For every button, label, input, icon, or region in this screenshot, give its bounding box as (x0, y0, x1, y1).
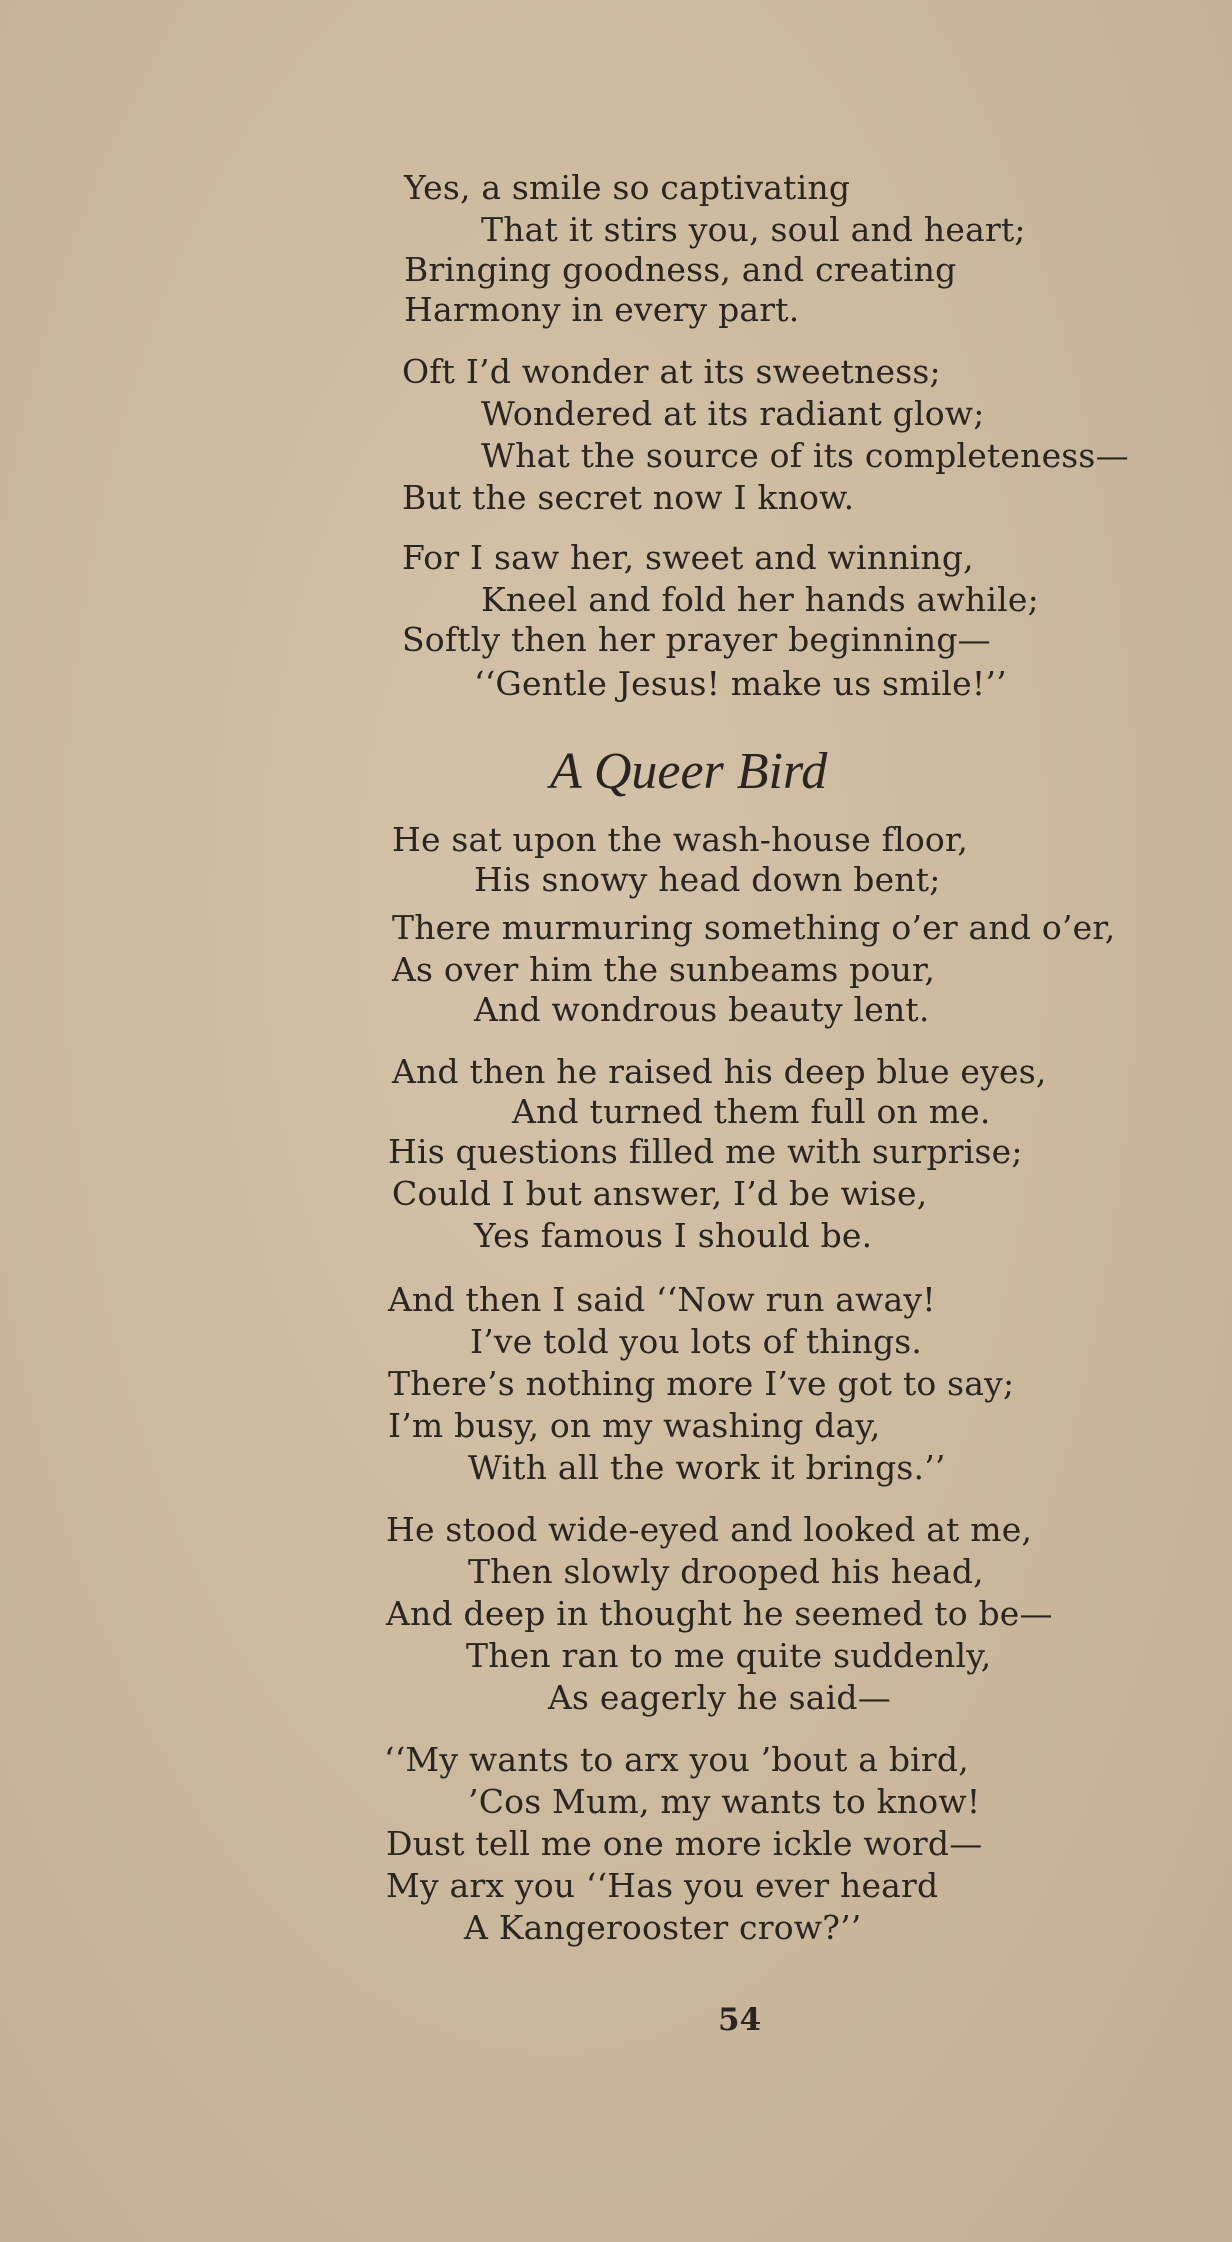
poem-line: My arx you ‘‘Has you ever heard (386, 1866, 939, 1905)
poem-line: His snowy head down bent; (474, 860, 941, 899)
poem-line: ‘‘Gentle Jesus! make us smile!’’ (474, 664, 1007, 703)
poem-line: There murmuring something o’er and o’er, (392, 908, 1116, 947)
poem-line: Harmony in every part. (404, 290, 800, 329)
poem-line: He stood wide-eyed and looked at me, (386, 1510, 1033, 1549)
poem-line: Dust tell me one more ickle word— (386, 1824, 983, 1863)
poem-line: Yes, a smile so captivating (404, 168, 851, 207)
poem-line: And then I said ‘‘Now run away! (388, 1280, 936, 1319)
poem-line: As over him the sunbeams pour, (392, 950, 936, 989)
poem-line: Then slowly drooped his head, (468, 1552, 984, 1591)
poem-line: Kneel and fold her hands awhile; (481, 580, 1039, 619)
poem-line: Could I but answer, I’d be wise, (392, 1174, 928, 1213)
poem-line: And turned them full on me. (512, 1092, 991, 1131)
poem-line: But the secret now I know. (402, 478, 855, 517)
poem-line: For I saw her, sweet and winning, (402, 538, 974, 577)
poem-line: And then he raised his deep blue eyes, (392, 1052, 1047, 1091)
page-number: 54 (718, 2002, 762, 2038)
poem-line: With all the work it brings.’’ (468, 1448, 946, 1487)
poem-line: Softly then her prayer beginning— (402, 620, 991, 659)
poem-line: Yes famous I should be. (474, 1216, 873, 1255)
poem-line: Oft I’d wonder at its sweetness; (402, 352, 941, 391)
poem-line: And deep in thought he seemed to be— (386, 1594, 1053, 1633)
poem-title: A Queer Bird (550, 743, 828, 800)
poem-line: I’m busy, on my washing day, (388, 1406, 881, 1445)
poem-line: A Kangerooster crow?’’ (464, 1908, 862, 1947)
poem-line: He sat upon the wash-house floor, (392, 820, 969, 859)
poem-line: His questions filled me with surprise; (388, 1132, 1023, 1171)
poem-line: There’s nothing more I’ve got to say; (388, 1364, 1015, 1403)
poem-line: That it stirs you, soul and heart; (481, 210, 1026, 249)
poem-line: And wondrous beauty lent. (474, 990, 930, 1029)
poem-line: I’ve told you lots of things. (470, 1322, 923, 1361)
poem-line: Wondered at its radiant glow; (481, 394, 985, 433)
poem-line: Then ran to me quite suddenly, (466, 1636, 992, 1675)
poem-line: ‘‘My wants to arx you ’bout a bird, (384, 1740, 969, 1779)
poem-line: As eagerly he said— (548, 1678, 891, 1717)
poem-line: ’Cos Mum, my wants to know! (468, 1782, 981, 1821)
poem-line: What the source of its completeness— (481, 436, 1129, 475)
poem-line: Bringing goodness, and creating (404, 250, 957, 289)
